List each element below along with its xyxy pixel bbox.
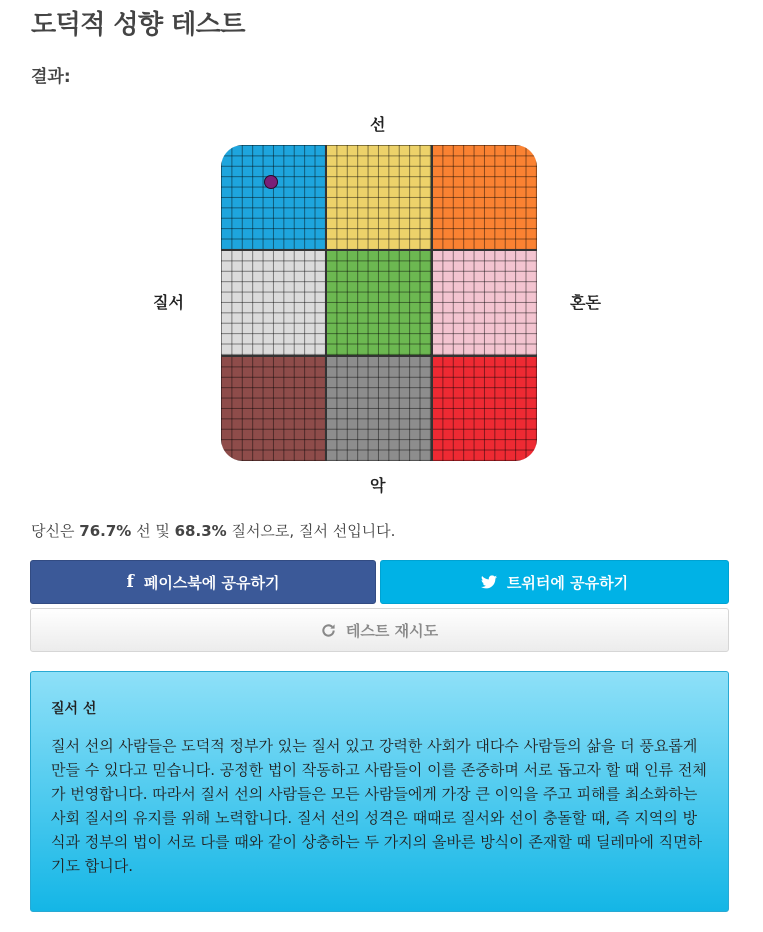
alignment-cell-lawful-good	[221, 145, 326, 250]
alignment-chart	[221, 145, 537, 461]
twitter-share-label: 트위터에 공유하기	[506, 573, 629, 592]
alignment-cell-chaotic-good	[432, 145, 537, 250]
axis-label-lawful: 질서	[153, 293, 184, 312]
alignment-marker	[264, 175, 278, 189]
alignment-cell-neutral-evil	[326, 356, 431, 461]
axis-label-evil: 악	[370, 476, 386, 495]
description-text: 질서 선의 사람들은 도덕적 정부가 있는 질서 있고 강력한 사회가 대다수 사람들의 삶을 더 풍요롭게 만들 수 있다고 믿습니다. 공정한 법이 작동하고 사람들이 이를 존중하며 서로 돕고자 할 때 인류 전체가 번영합니다. 따라서 질서 선의 사람들은 모든 사람들에게 가장 큰 이익을 주고 피해를 최소화하는 사회 질서의 유지를 위해 노력합니다. 질서 선의 성격은 때때로 질서와 선이 충돌할 때, 즉 지역의 방식과 정부의 법이 서로 다를 때와 같이 상충하는 두 가지의 올바른 방식이 존재할 때 딜레마에 직면하기도 합니다.	[51, 737, 707, 875]
result-prefix: 당신은	[31, 522, 75, 540]
alignment-cell-lawful-neutral	[221, 250, 326, 355]
retry-test-button[interactable]	[30, 608, 729, 652]
retry-test-label: 테스트 재시도	[345, 621, 439, 640]
grid-divider-vertical	[325, 145, 327, 461]
facebook-icon: f	[126, 572, 134, 592]
facebook-share-label: 페이스북에 공유하기	[143, 573, 280, 592]
lawful-percentage: 68.3%	[174, 522, 227, 540]
good-percentage: 76.7%	[79, 522, 132, 540]
alignment-cell-chaotic-evil	[432, 356, 537, 461]
axis-label-chaotic: 혼돈	[570, 293, 601, 312]
alignment-cell-chaotic-neutral	[432, 250, 537, 355]
grid-divider-horizontal	[221, 355, 537, 357]
good-label: 선 및	[136, 522, 170, 540]
refresh-icon	[321, 623, 336, 638]
result-heading: 결과:	[31, 67, 71, 87]
result-suffix: 질서으로, 질서 선입니다.	[231, 522, 396, 540]
description-title: 질서 선	[51, 701, 97, 717]
page-title: 도덕적 성향 테스트	[31, 10, 246, 40]
grid-divider-horizontal	[221, 249, 537, 251]
grid-divider-vertical	[431, 145, 433, 461]
alignment-cell-true-neutral	[326, 250, 431, 355]
alignment-cell-lawful-evil	[221, 356, 326, 461]
axis-label-good: 선	[370, 115, 386, 134]
result-summary	[31, 520, 395, 541]
alignment-cell-neutral-good	[326, 145, 431, 250]
twitter-share-button[interactable]	[380, 560, 729, 604]
twitter-icon	[481, 575, 497, 589]
facebook-share-button[interactable]	[30, 560, 376, 604]
alignment-description	[30, 671, 729, 912]
